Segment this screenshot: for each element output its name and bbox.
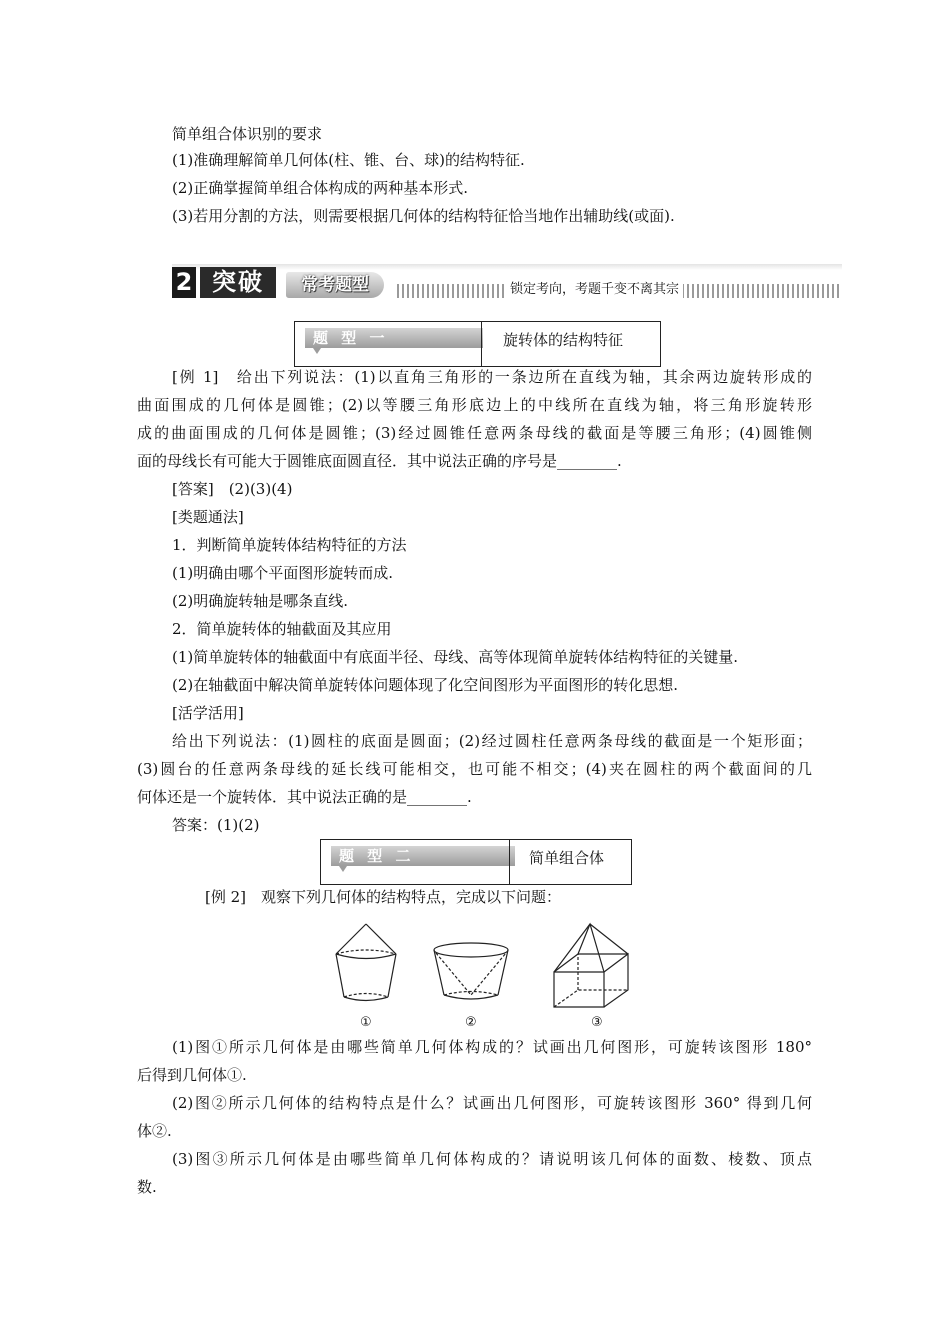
type-box-divider-1 <box>481 322 482 366</box>
practice-answer: 答案：(1)(2) <box>172 816 260 834</box>
figure-2-frustum-minus-cone <box>434 943 508 999</box>
figure-1-cone-frustum <box>336 924 396 1001</box>
type-box-divider-2 <box>509 840 510 884</box>
example1-answer: [答案] (2)(3)(4) <box>172 480 293 498</box>
intro-item-2: (2)正确掌握简单组合体构成的两种基本形式. <box>172 179 469 197</box>
example1-line-4: 面的母线长有可能大于圆锥底面圆直径．其中说法正确的序号是________. <box>137 452 622 470</box>
geometry-figures <box>326 920 656 1032</box>
type-box-1 <box>294 321 661 367</box>
example2-line-1: (1)图①所示几何体是由哪些简单几何体构成的？试画出几何图形，可旋转该图形 180° <box>172 1038 812 1056</box>
intro-item-3: (3)若用分割的方法，则需要根据几何体的结构特征恰当地作出辅助线(或面). <box>172 207 675 225</box>
example2-line-4: 体②. <box>137 1122 172 1140</box>
figure-label-3: ③ <box>591 1015 603 1030</box>
practice-line-1: 给出下列说法：(1)圆柱的底面是圆面；(2)经过圆柱任意两条母线的截面是一个矩形面； <box>172 732 812 750</box>
banner-subtitle: 常考题型 <box>286 272 384 298</box>
type-tag-1: 题 型 一 <box>305 328 483 348</box>
method-line-2: (1)明确由哪个平面图形旋转而成. <box>172 564 394 582</box>
figure-3-pyramid-prism <box>554 924 628 1007</box>
method-line-4: 2．简单旋转体的轴截面及其应用 <box>172 620 392 638</box>
figure-label-2: ② <box>465 1015 477 1030</box>
intro-title: 简单组合体识别的要求 <box>172 125 323 143</box>
section-banner <box>172 264 842 300</box>
practice-line-3: 何体还是一个旋转体．其中说法正确的是________. <box>137 788 472 806</box>
type-title-1: 旋转体的结构特征 <box>503 331 624 349</box>
example2-line-3: (2)图②所示几何体的结构特点是什么？试画出几何图形，可旋转该图形 360° 得到几何 <box>172 1094 812 1112</box>
method-line-6: (2)在轴截面中解决简单旋转体问题体现了化空间图形为平面图形的转化思想. <box>172 676 679 694</box>
banner-number: 2 <box>172 267 196 298</box>
method-heading: [类题通法] <box>172 508 244 526</box>
example2-line-5: (3)图③所示几何体是由哪些简单几何体构成的？请说明该几何体的面数、棱数、顶点 <box>172 1150 812 1168</box>
example2-line-6: 数. <box>137 1178 157 1196</box>
banner-slogan: 锁定考向，考题千变不离其宗 <box>506 282 683 298</box>
practice-line-2: (3)圆台的任意两条母线的延长线可能相交，也可能不相交；(4)夹在圆柱的两个截面间的几 <box>137 760 812 778</box>
type-box-2 <box>320 839 632 885</box>
method-line-5: (1)简单旋转体的轴截面中有底面半径、母线、高等体现简单旋转体结构特征的关键量. <box>172 648 739 666</box>
figure-label-1: ① <box>360 1015 372 1030</box>
intro-item-1: (1)准确理解简单几何体(柱、锥、台、球)的结构特征. <box>172 151 525 169</box>
banner-title: 突破 <box>200 267 276 298</box>
example1-line-3: 成的曲面围成的几何体是圆锥；(3)经过圆锥任意两条母线的截面是等腰三角形；(4)圆锥侧 <box>137 424 812 442</box>
example2-intro: [例 2] 观察下列几何体的结构特点，完成以下问题： <box>205 888 562 906</box>
practice-heading: [活学活用] <box>172 704 244 722</box>
type-tag-2: 题 型 二 <box>331 846 515 866</box>
type-title-2: 简单组合体 <box>529 849 605 867</box>
example1-line-1: [例 1] 给出下列说法：(1)以直角三角形的一条边所在直线为轴，其余两边旋转形成的 <box>172 368 812 386</box>
example1-line-2: 曲面围成的几何体是圆锥；(2)以等腰三角形底边上的中线所在直线为轴，将三角形旋转形 <box>137 396 812 414</box>
example2-line-2: 后得到几何体①. <box>137 1066 247 1084</box>
method-line-1: 1．判断简单旋转体结构特征的方法 <box>172 536 407 554</box>
method-line-3: (2)明确旋转轴是哪条直线. <box>172 592 349 610</box>
